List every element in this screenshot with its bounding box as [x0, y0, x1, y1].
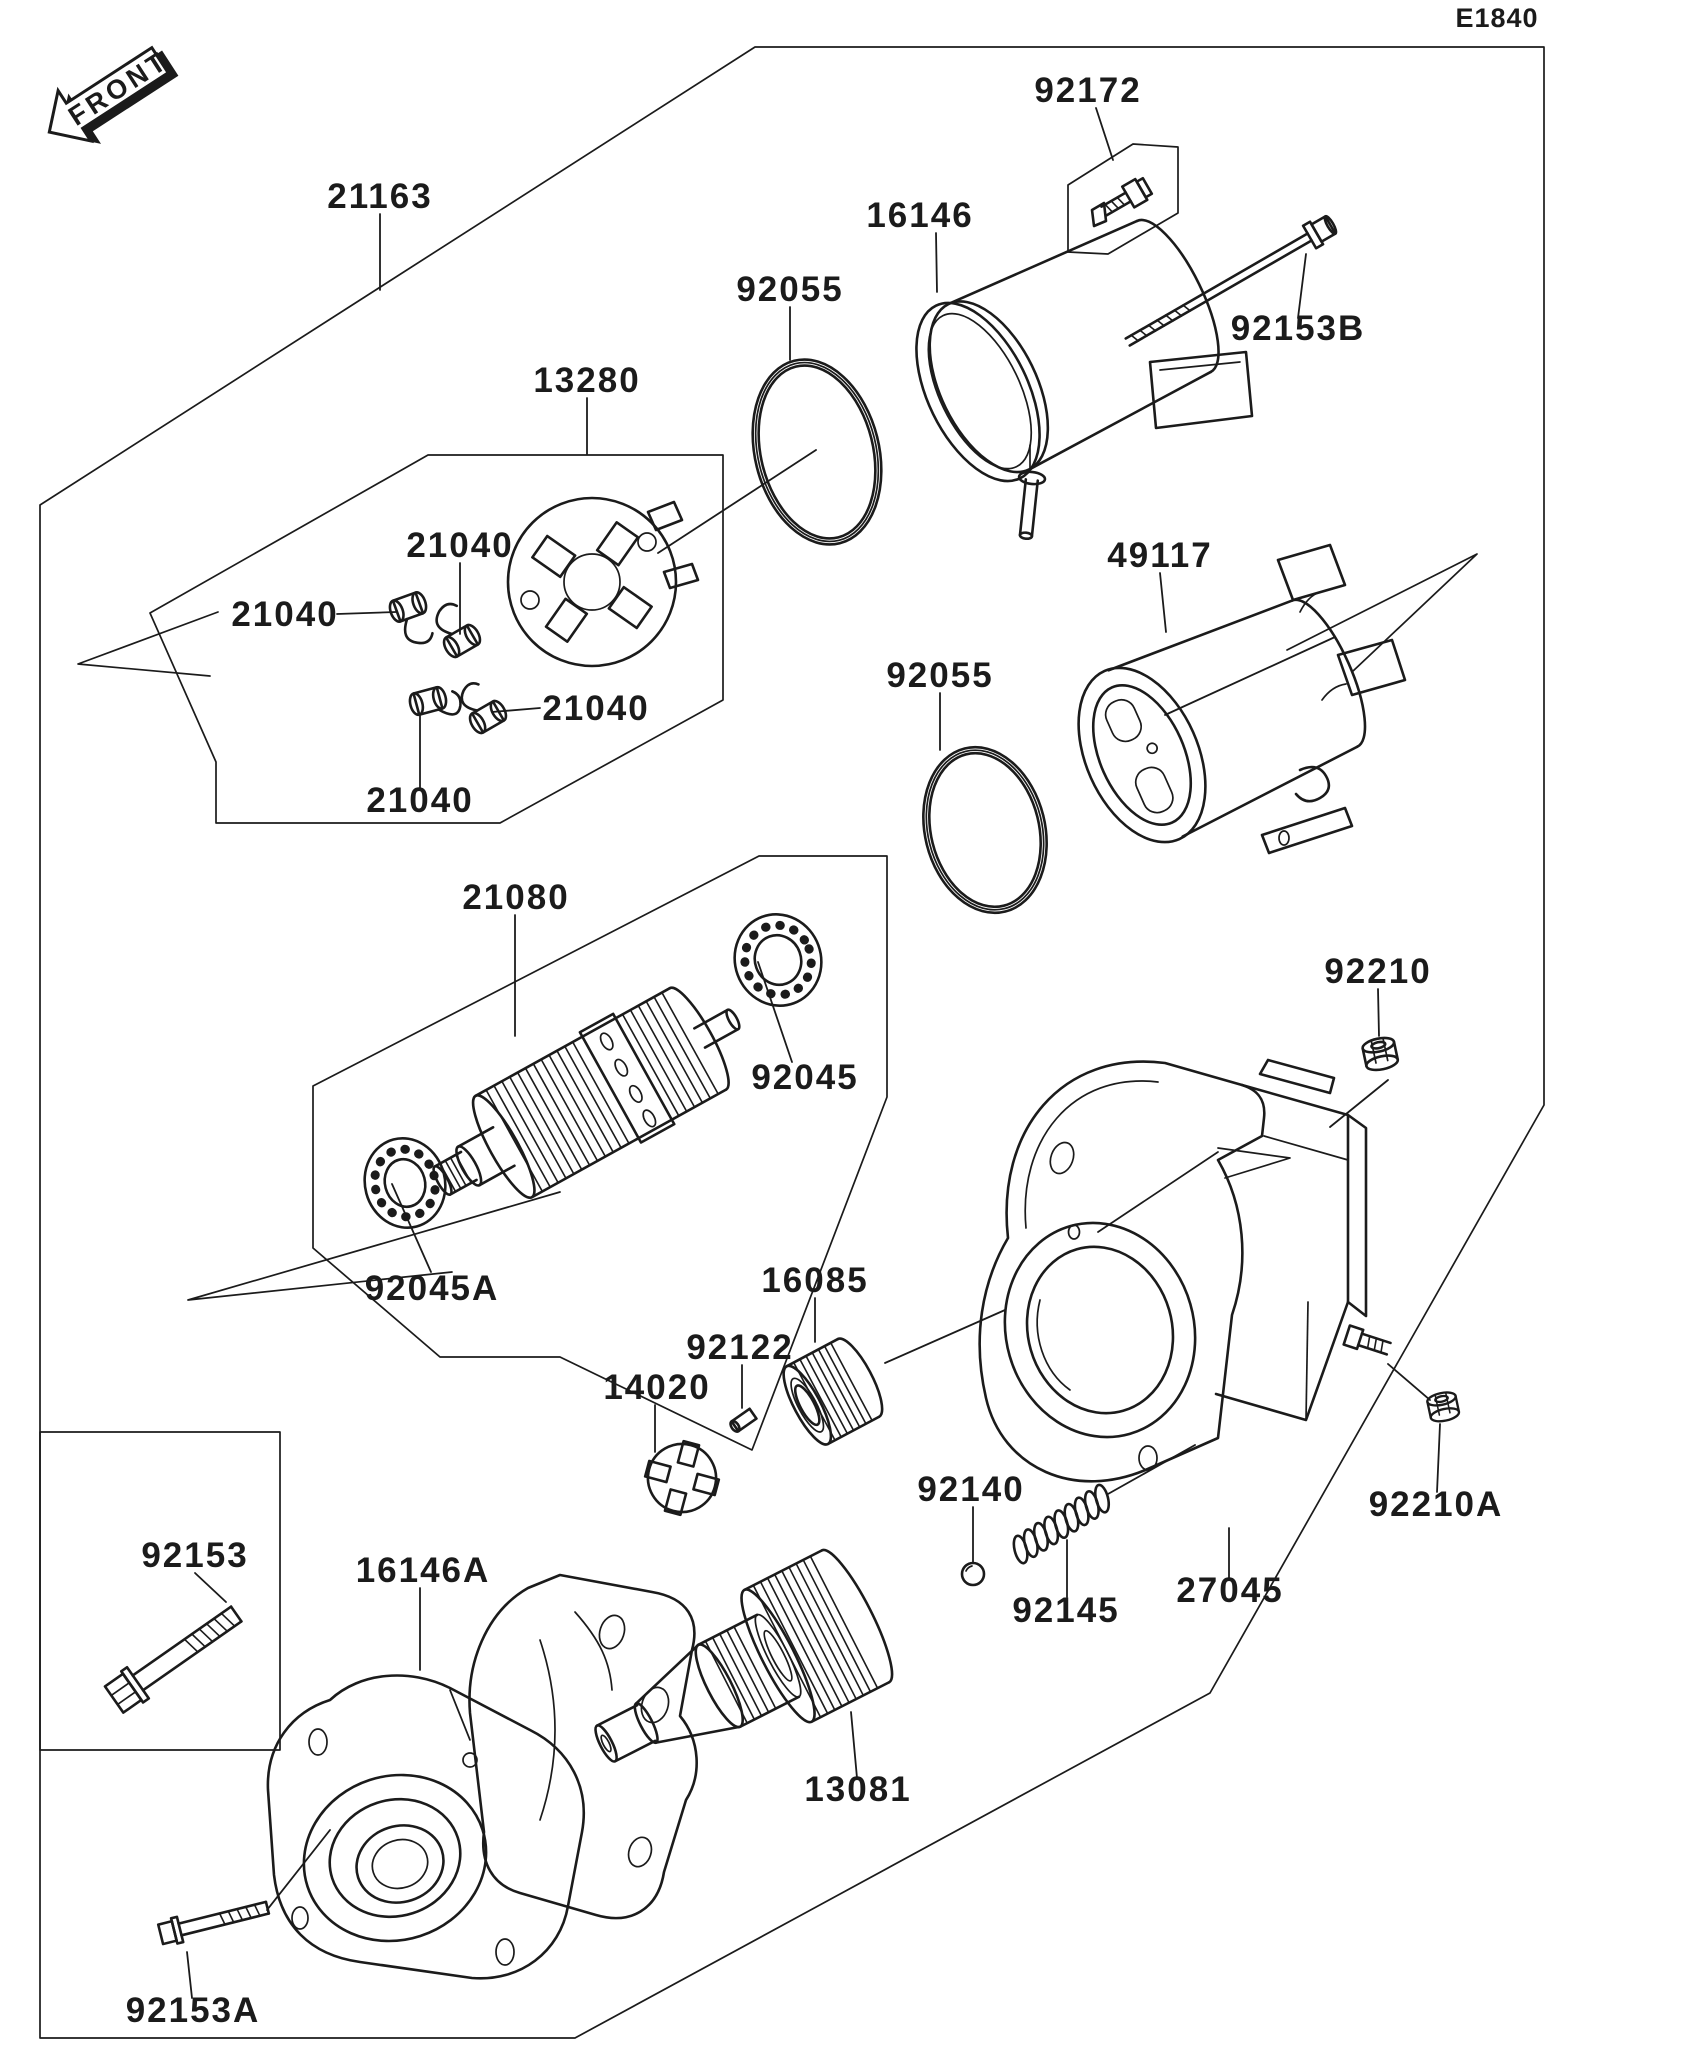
solenoid-49117-drawing [1053, 545, 1405, 862]
nut-92210-drawing [1361, 1035, 1399, 1072]
part-label-92153b: 92153B [1230, 309, 1366, 348]
bearing-92045-drawing [722, 902, 834, 1018]
part-label-21080: 21080 [462, 878, 570, 917]
front-label: FRONT [63, 44, 175, 132]
leader-92045 [758, 962, 792, 1062]
part-label-27045: 27045 [1176, 1571, 1284, 1610]
part-label-92055-lower: 92055 [886, 656, 994, 695]
nut-92210a-drawing [1426, 1390, 1460, 1423]
screw-92172-drawing [1092, 176, 1153, 226]
pointer-92145 [1108, 1445, 1195, 1494]
front-direction-marker [33, 31, 187, 164]
part-label-21040-1: 21040 [231, 595, 339, 634]
pointer-92210 [1330, 1080, 1388, 1127]
arrow-gearcase [1218, 1148, 1290, 1178]
holder-16146a-drawing [268, 1575, 697, 1978]
arrow-brush-panel [78, 612, 218, 676]
part-label-21040-2: 21040 [406, 526, 514, 565]
o-ring-92055-lower-drawing [906, 734, 1063, 926]
bearing-92045a-drawing [355, 1129, 456, 1237]
part-label-16146: 16146 [866, 196, 974, 235]
leader-92210a [1437, 1424, 1440, 1492]
pointer-49117 [1165, 637, 1335, 715]
coupling-14020-drawing [638, 1434, 726, 1522]
page-code: E1840 [1455, 3, 1539, 33]
part-label-16146a: 16146A [355, 1551, 491, 1590]
end-cover-16146-drawing [891, 198, 1252, 540]
ball-92140-drawing [962, 1563, 984, 1585]
part-label-21163: 21163 [327, 177, 433, 216]
part-label-21040-3: 21040 [542, 689, 650, 728]
pointer-92055a [658, 450, 816, 553]
leader-13081 [851, 1712, 857, 1778]
pointer-92210a [1388, 1364, 1430, 1400]
gear-case-27045-drawing [980, 1060, 1392, 1481]
part-label-14020: 14020 [603, 1368, 711, 1407]
brush-21040-4-drawing [454, 675, 509, 735]
pointer-16085 [885, 1310, 1005, 1363]
part-label-92145: 92145 [1012, 1591, 1120, 1630]
screw-callout-panel [1068, 144, 1178, 254]
part-labels [126, 71, 1504, 2030]
part-label-92172: 92172 [1034, 71, 1142, 110]
brush-21040-3-drawing [408, 682, 464, 724]
part-label-92210: 92210 [1324, 952, 1432, 991]
leader-92153 [195, 1573, 226, 1602]
leader-21040a [337, 612, 396, 614]
part-label-92210a: 92210A [1368, 1485, 1504, 1524]
part-label-92045: 92045 [751, 1058, 859, 1097]
part-label-92055-upper: 92055 [736, 270, 844, 309]
part-label-21040-4: 21040 [366, 781, 474, 820]
leader-92210 [1378, 989, 1379, 1036]
leader-16146 [936, 233, 937, 292]
part-label-49117: 49117 [1107, 536, 1213, 575]
part-label-92122: 92122 [686, 1328, 794, 1367]
o-ring-92055-upper-drawing [734, 346, 900, 558]
bolt-group-panel [40, 1432, 280, 1750]
part-label-13081: 13081 [804, 1770, 912, 1809]
part-label-92045a: 92045A [364, 1269, 500, 1308]
leader-92172 [1096, 108, 1113, 160]
bolt-92153-drawing [103, 1598, 247, 1715]
part-label-16085: 16085 [761, 1261, 869, 1300]
part-label-92153: 92153 [141, 1536, 249, 1575]
pointer-92153a [267, 1830, 330, 1910]
bolt-92153a-drawing [158, 1895, 271, 1947]
part-label-13280: 13280 [533, 361, 641, 400]
arrow-gearcase-tail [1098, 1152, 1218, 1232]
brush-21040-2-drawing [427, 598, 483, 660]
pin-92122-drawing [729, 1409, 757, 1433]
brush-holder-13280-drawing [508, 498, 698, 666]
part-label-92140: 92140 [917, 1470, 1025, 1509]
leader-92045a [392, 1184, 431, 1272]
armature-21080-drawing [408, 962, 767, 1238]
leader-49117 [1160, 573, 1166, 632]
part-label-92153a: 92153A [125, 1991, 261, 2030]
brush-21040-1-drawing [387, 591, 438, 651]
